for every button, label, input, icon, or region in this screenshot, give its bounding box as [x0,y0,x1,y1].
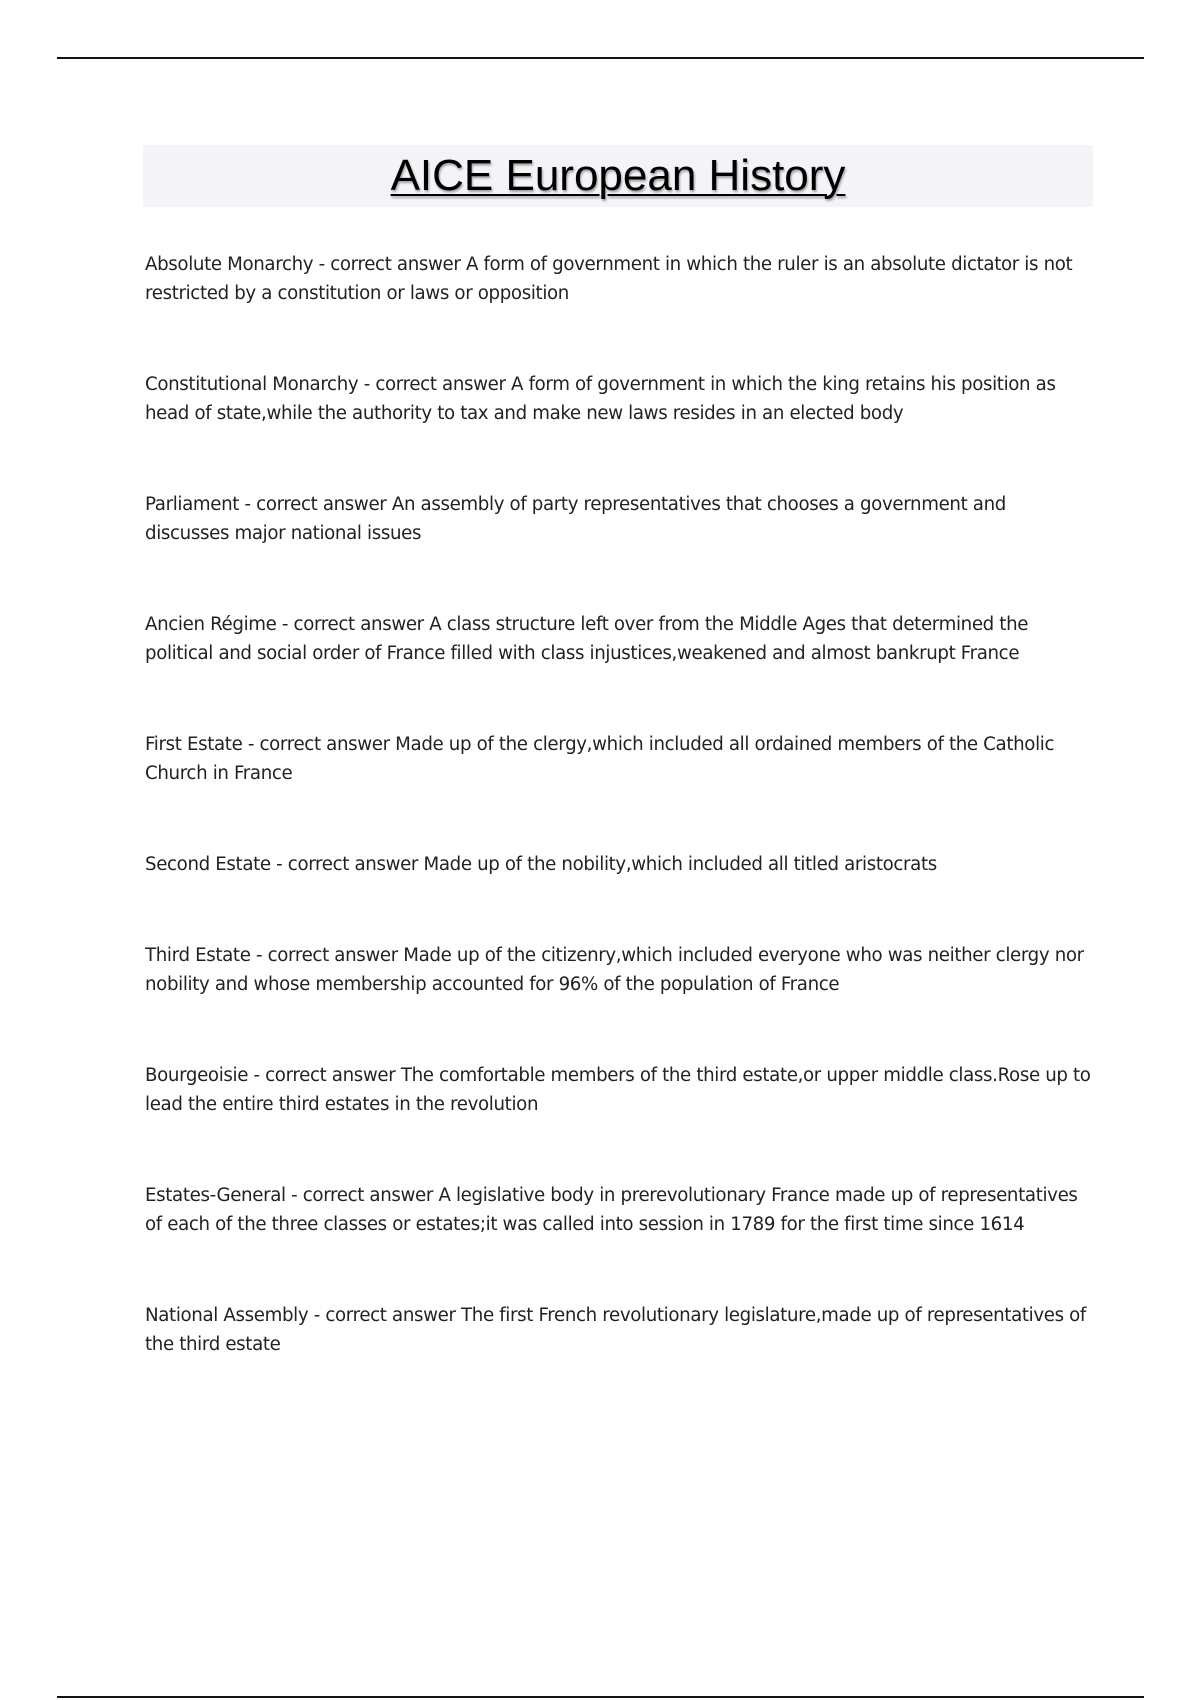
top-divider [57,57,1144,59]
title-banner [143,145,1093,207]
flashcard-entry: Absolute Monarchy - correct answer A form of government in which the ruler is an absolute dictator is not restricted by a constitution or laws or opposition [145,254,1073,304]
flashcard-entry: Parliament - correct answer An assembly of party representatives that chooses a government and discusses major national issues [145,494,1006,544]
flashcard-entry: Bourgeoisie - correct answer The comfortable members of the third estate,or upper middle class.Rose up to lead the entire third estates in the revolution [145,1065,1091,1115]
flashcard-list [145,250,1095,1421]
flashcard-entry: Constitutional Monarchy - correct answer A form of government in which the king retains his position as head of state,while the authority to tax and make new laws resides in an elected body [145,374,1056,424]
flashcard-entry: Ancien Régime - correct answer A class structure left over from the Middle Ages that determined the political and social order of France filled with class injustices,weakened and almost bankrupt France [145,614,1029,664]
flashcard-entry: Second Estate - correct answer Made up of the nobility,which included all titled aristocrats [145,854,937,875]
flashcard-entry: National Assembly - correct answer The first French revolutionary legislature,made up of representatives of the third estate [145,1305,1086,1355]
page-title: AICE European History [390,151,846,200]
flashcard-entry: First Estate - correct answer Made up of the clergy,which included all ordained members of the Catholic Church in France [145,734,1055,784]
bottom-divider [57,1696,1144,1698]
flashcard-entry: Third Estate - correct answer Made up of the citizenry,which included everyone who was neither clergy nor nobility and whose membership accounted for 96% of the population of France [145,945,1084,995]
flashcard-entry: Estates-General - correct answer A legislative body in prerevolutionary France made up of representatives of each of the three classes or estates;it was called into session in 1789 for the first time since 1614 [145,1185,1078,1235]
